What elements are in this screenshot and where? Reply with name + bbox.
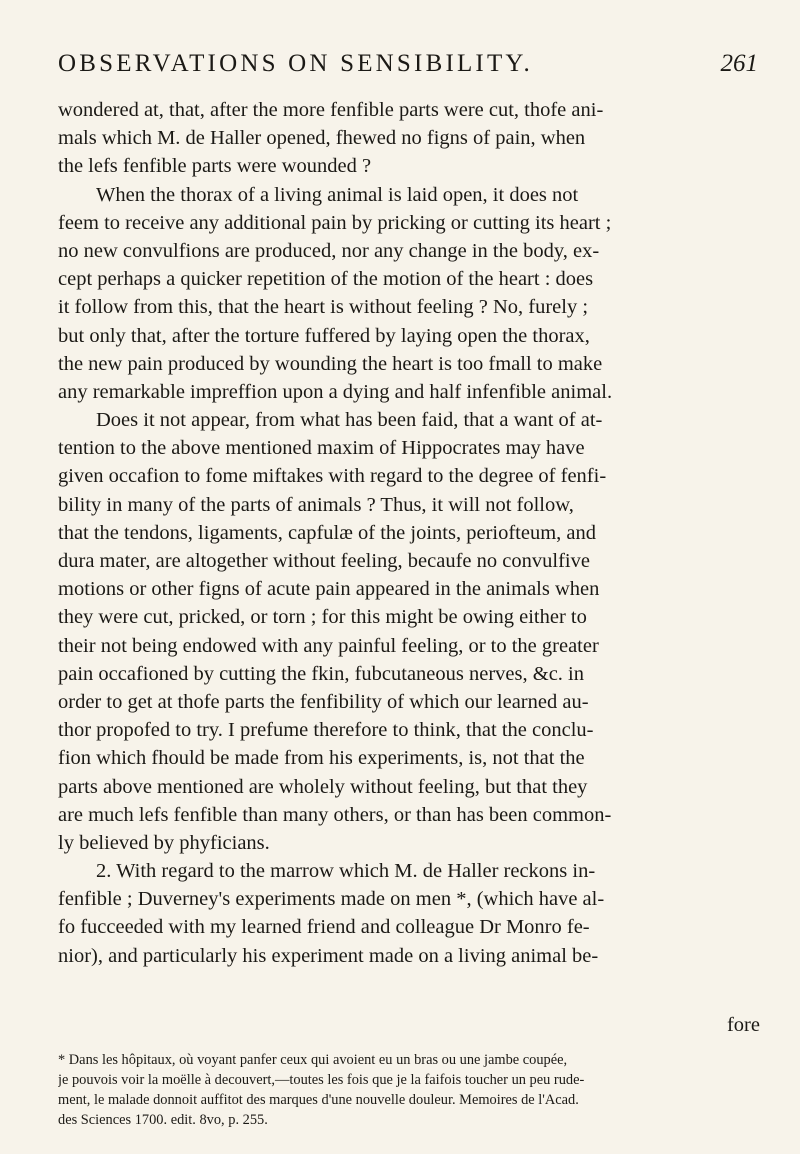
text-line: the lefs fenfible parts were wounded ? [58,155,372,178]
text-line: any remarkable impreffion upon a dying and half infenfible animal. [58,380,613,403]
text-line: that the tendons, ligaments, capfulæ of the joints, periofteum, and [58,521,597,544]
text-line: When the thorax of a living animal is laid open, it does not [96,183,579,206]
text-line: nior), and particularly his experiment made on a living animal be- [58,944,599,967]
page-header [58,50,758,90]
page-number: 261 [720,50,758,77]
body-text [58,96,760,970]
text-line: fion which fhould be made from his experiments, is, not that the [58,747,585,770]
text-line: it follow from this, that the heart is without feeling ? No, furely ; [58,296,589,319]
text-line: order to get at thofe parts the fenfibility of which our learned au- [58,690,589,713]
text-line: they were cut, pricked, or torn ; for this might be owing either to [58,606,587,629]
text-line: Does it not appear, from what has been faid, that a want of at- [96,409,603,432]
text-line: 2. With regard to the marrow which M. de Haller reckons in- [96,860,596,883]
running-head: OBSERVATIONS ON SENSIBILITY. [58,50,533,77]
text-line: thor propofed to try. I prefume therefore to think, that the conclu- [58,719,594,742]
text-line: fenfible ; Duverney's experiments made on men *, (which have al- [58,888,605,911]
text-line: mals which M. de Haller opened, fhewed no figns of pain, when [58,127,586,150]
footnote-line: des Sciences 1700. edit. 8vo, p. 255. [58,1112,268,1128]
text-line: their not being endowed with any painful feeling, or to the greater [58,634,599,657]
text-line: no new convulfions are produced, nor any change in the body, ex- [58,239,600,262]
text-line: but only that, after the torture fuffered by laying open the thorax, [58,324,590,347]
text-line: are much lefs fenfible than many others, or than has been common- [58,803,612,826]
text-line: tention to the above mentioned maxim of Hippocrates may have [58,437,585,460]
text-line: ly believed by phyficians. [58,831,270,854]
text-line: bility in many of the parts of animals ? Thus, it will not follow, [58,493,574,516]
catchword: fore [726,1014,760,1036]
text-line: feem to receive any additional pain by pricking or cutting its heart ; [58,211,612,234]
text-line: wondered at, that, after the more fenfible parts were cut, thofe ani- [58,99,604,121]
text-line: cept perhaps a quicker repetition of the motion of the heart : does [58,268,594,291]
footnote-line: * Dans les hôpitaux, où voyant panfer ceux qui avoient eu un bras ou une jambe coupée, [58,1052,568,1068]
text-line: the new pain produced by wounding the heart is too fmall to make [58,352,603,375]
text-line: motions or other figns of acute pain appeared in the animals when [58,578,600,601]
text-line: given occafion to fome miftakes with regard to the degree of fenfi- [58,465,607,488]
text-line: parts above mentioned are wholely without feeling, but that they [58,775,588,798]
footnote-line: je pouvois voir la moëlle à decouvert,—toutes les fois que je la faifois toucher un peu rude- [58,1072,585,1088]
footnote-line: ment, le malade donnoit auffitot des marques d'une nouvelle douleur. Memoires de l'Acad. [58,1092,579,1108]
text-line: fo fucceeded with my learned friend and colleague Dr Monro fe- [58,916,590,939]
footnote [58,1050,760,1130]
text-line: pain occafioned by cutting the fkin, fubcutaneous nerves, &c. in [58,662,585,685]
text-line: dura mater, are altogether without feeling, becaufe no convulfive [58,550,590,572]
